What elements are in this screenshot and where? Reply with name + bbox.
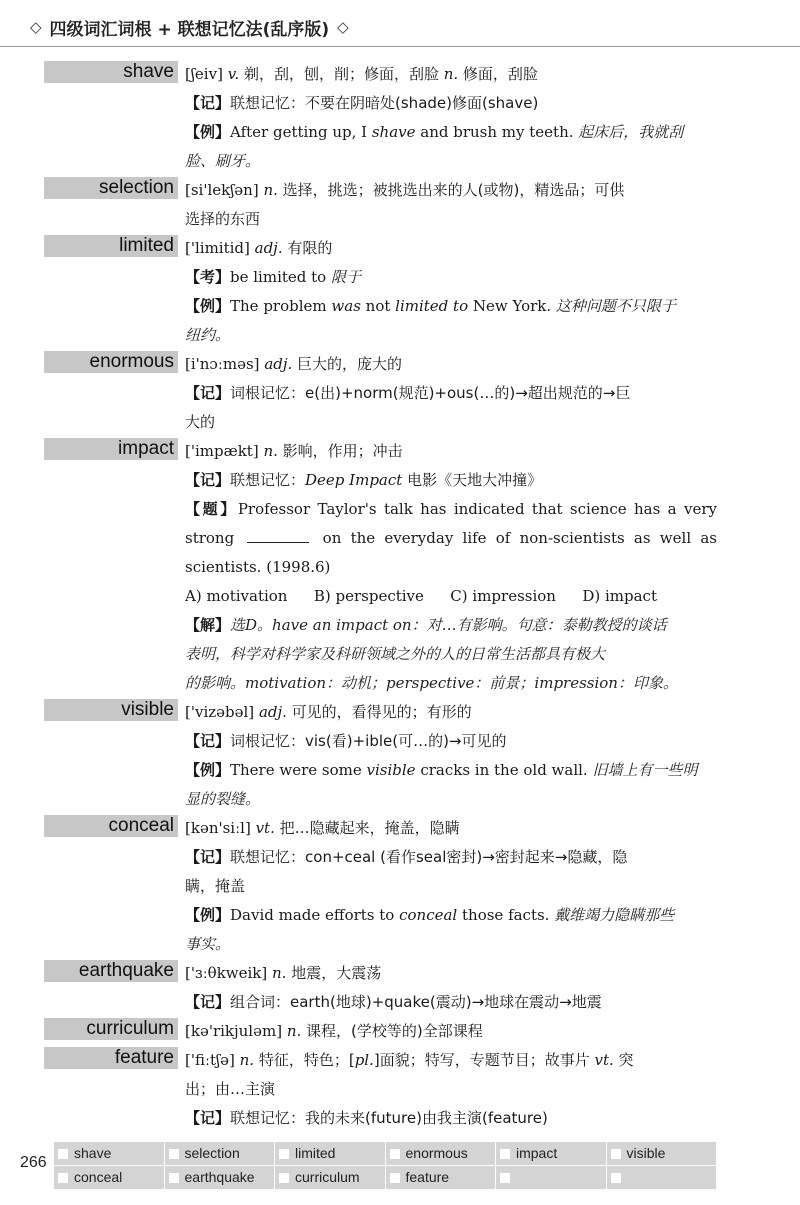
entry-line (185, 205, 717, 234)
text-segment: ['impækt] (185, 442, 264, 460)
entry-earthquake (0, 959, 800, 1017)
entry-line (185, 1046, 717, 1075)
text-segment: 这种问题不只限于 (555, 297, 676, 315)
text-segment: 词根记忆：e(出)+norm(规范)+ous(…的)→超出规范的→巨 (230, 384, 631, 402)
checkbox-square (390, 1149, 400, 1159)
entry-line (185, 437, 717, 466)
entry-line (185, 901, 717, 930)
entry-content (185, 176, 717, 234)
vocabulary-entries (0, 60, 800, 1133)
index-word: selection (184, 1145, 240, 1161)
text-segment: 有限的 (287, 239, 333, 257)
entry-line (185, 60, 717, 89)
section-tag: 【记】 (185, 471, 231, 489)
entry-line (185, 756, 717, 785)
entry-content (185, 234, 717, 350)
checkbox-square (279, 1149, 289, 1159)
entry-content (185, 959, 717, 1017)
headword-column (0, 959, 185, 982)
text-segment: 选择的东西 (185, 210, 261, 228)
text-segment: strong (185, 529, 244, 547)
text-segment: 大的 (185, 413, 216, 431)
text-segment: [i'nɔːməs] (185, 355, 265, 373)
entry-impact (0, 437, 800, 698)
headword-column (0, 437, 185, 460)
text-segment: visible (366, 761, 416, 779)
text-segment: n. (272, 964, 292, 982)
text-segment: New York. (468, 297, 556, 315)
text-segment: 纽约。 (185, 326, 231, 344)
text-segment: ['fiːtʃə] (185, 1051, 240, 1069)
section-tag: 【记】 (185, 94, 231, 112)
section-tag: 【题】 (185, 500, 238, 518)
text-segment: 可见的，看得见的；有形的 (291, 703, 472, 721)
text-segment: B) perspective (313, 587, 424, 605)
entry-line (185, 1104, 717, 1133)
headword-column (0, 698, 185, 721)
page-header (30, 12, 349, 42)
text-segment: vt. (594, 1051, 619, 1069)
index-word: feature (405, 1169, 450, 1185)
checkbox-square (390, 1173, 400, 1183)
entry-content (185, 814, 717, 959)
index-cell (275, 1166, 385, 1189)
text-segment: 电影《天地大冲撞》 (402, 471, 543, 489)
entry-line (185, 466, 717, 495)
headword: earthquake (44, 960, 178, 982)
text-segment: 瞒，掩盖 (185, 877, 246, 895)
index-cell (386, 1142, 496, 1165)
headword-column (0, 1046, 185, 1069)
text-segment: 把…隐藏起来，掩盖，隐瞒 (279, 819, 460, 837)
entry-line (185, 118, 717, 147)
text-segment: D) impact (582, 587, 657, 605)
text-segment: 的影响。motivation：动机；perspective：前景；impression：印象。 (185, 674, 678, 692)
index-word: curriculum (295, 1169, 360, 1185)
diamond-icon: ◇ (337, 18, 349, 36)
index-word: visible (626, 1145, 666, 1161)
text-segment: 脸、刷牙。 (185, 152, 261, 170)
text-segment: ['vizəbəl] (185, 703, 259, 721)
index-cell (607, 1142, 717, 1165)
section-tag: 【解】 (185, 616, 231, 634)
headword: limited (44, 235, 178, 257)
index-word: limited (295, 1145, 336, 1161)
entry-selection (0, 176, 800, 234)
headword: visible (44, 699, 178, 721)
headword-column (0, 1017, 185, 1040)
text-segment: [ʃeiv] (185, 65, 228, 83)
text-segment: those facts. (457, 906, 555, 924)
section-tag: 【例】 (185, 761, 231, 779)
text-segment: limited to (395, 297, 469, 315)
entry-line (185, 988, 717, 1017)
text-segment: The problem (230, 297, 332, 315)
entry-line (185, 872, 717, 901)
entry-line (185, 263, 717, 292)
text-segment: C) impression (450, 587, 556, 605)
text-segment: vt. (255, 819, 280, 837)
text-segment: 课程，(学校等的)全部课程 (306, 1022, 483, 1040)
section-tag: 【例】 (185, 123, 231, 141)
diamond-icon: ◇ (30, 18, 42, 36)
checkbox-square (58, 1149, 68, 1159)
text-segment: A) motivation (185, 587, 288, 605)
text-segment: 旧墙上有一些明 (592, 761, 698, 779)
entry-line (185, 611, 717, 640)
entry-line (185, 553, 717, 582)
text-segment: n. (286, 1022, 307, 1040)
text-segment: be limited to (230, 268, 331, 286)
entry-line (185, 843, 717, 872)
text-segment: 地震，大震荡 (291, 964, 382, 982)
text-segment: David made efforts to (230, 906, 400, 924)
checkbox-square (500, 1173, 510, 1183)
text-segment: n. (263, 181, 283, 199)
text-segment: [kə'rikjuləm] (185, 1022, 287, 1040)
entry-line (185, 785, 717, 814)
entry-line (185, 292, 717, 321)
headword: enormous (44, 351, 178, 373)
entry-curriculum (0, 1017, 800, 1046)
text-segment: 表明，科学对科学家及科研领域之外的人的日常生活都具有极大 (185, 645, 606, 663)
headword-column (0, 350, 185, 373)
entry-line (185, 147, 717, 176)
entry-line (185, 524, 717, 553)
checkbox-square (58, 1173, 68, 1183)
entry-line (185, 321, 717, 350)
section-tag: 【记】 (185, 1109, 231, 1127)
text-segment: [kən'siːl] (185, 819, 256, 837)
text-segment: [si'lekʃən] (185, 181, 264, 199)
answer-blank (247, 528, 309, 543)
headword: curriculum (44, 1018, 178, 1040)
text-segment: 词根记忆：vis(看)+ible(可…的)→可见的 (230, 732, 507, 750)
text-segment: ['limitid] (185, 239, 255, 257)
index-cell (496, 1142, 606, 1165)
text-segment: ]面貌；特写，专题节目；故事片 (373, 1051, 595, 1069)
text-segment: 组合词：earth(地球)+quake(震动)→地球在震动→地震 (230, 993, 602, 1011)
text-segment: 特征，特色；[ (258, 1051, 355, 1069)
text-segment: v. (227, 65, 244, 83)
entry-line (185, 408, 717, 437)
text-segment: There were some (230, 761, 367, 779)
entry-enormous (0, 350, 800, 437)
headword: impact (44, 438, 178, 460)
checkbox-square (169, 1173, 179, 1183)
text-segment: 突 (618, 1051, 634, 1069)
index-word: impact (516, 1145, 558, 1161)
section-tag: 【考】 (185, 268, 231, 286)
entry-content (185, 350, 717, 437)
entry-line (185, 727, 717, 756)
text-segment: 选择，挑选；被挑选出来的人(或物)，精选品；可供 (282, 181, 625, 199)
page-number: 266 (20, 1154, 47, 1171)
entry-line (185, 495, 717, 524)
text-segment: shave (371, 123, 416, 141)
text-segment: 修面，刮脸 (462, 65, 538, 83)
text-segment: 显的裂缝。 (185, 790, 261, 808)
index-cell (54, 1166, 164, 1189)
text-segment: n. (263, 442, 283, 460)
entry-content (185, 698, 717, 814)
text-segment: cracks in the old wall. (415, 761, 593, 779)
text-segment: conceal (399, 906, 458, 924)
section-tag: 【例】 (185, 297, 231, 315)
text-segment: adj. (254, 239, 288, 257)
text-segment: scientists. (1998.6) (185, 558, 331, 576)
text-segment: 影响，作用；冲击 (282, 442, 403, 460)
entry-line (185, 89, 717, 118)
word-index-grid (54, 1142, 716, 1189)
index-word: enormous (405, 1145, 468, 1161)
entry-visible (0, 698, 800, 814)
text-segment: on the everyday life of non-scientists as well as (313, 529, 717, 547)
headword: conceal (44, 815, 178, 837)
entry-line (185, 814, 717, 843)
entry-line (185, 640, 717, 669)
index-cell (386, 1166, 496, 1189)
headword-column (0, 60, 185, 83)
index-word: earthquake (184, 1169, 255, 1185)
entry-line (185, 176, 717, 205)
text-segment: ['ɜːθkweik] (185, 964, 273, 982)
text-segment: and brush my teeth. (415, 123, 579, 141)
entry-line (185, 582, 717, 611)
text-segment: pl. (354, 1051, 374, 1069)
checkbox-square (611, 1149, 621, 1159)
book-title: 四级词汇词根 + 联想记忆法(乱序版) (49, 19, 330, 40)
entry-line (185, 669, 717, 698)
entry-line (185, 1017, 717, 1046)
entry-line (185, 350, 717, 379)
index-cell (165, 1142, 275, 1165)
text-segment: 事实。 (185, 935, 231, 953)
text-segment: 联想记忆：con+ceal (看作seal密封)→密封起来→隐藏，隐 (230, 848, 628, 866)
text-segment: 起床后，我就刮 (578, 123, 684, 141)
entry-content (185, 1046, 717, 1133)
text-segment: n. (443, 65, 463, 83)
entry-feature (0, 1046, 800, 1133)
header-divider (0, 46, 800, 47)
entry-limited (0, 234, 800, 350)
text-segment: 剃，刮，刨，削；修面，刮脸 (243, 65, 444, 83)
text-segment: 出；由…主演 (185, 1080, 276, 1098)
index-cell (496, 1166, 606, 1189)
text-segment: adj. (264, 355, 298, 373)
entry-line (185, 234, 717, 263)
index-cell (607, 1166, 717, 1189)
text-segment: Professor Taylor's talk has indicated that science has a very (237, 500, 717, 518)
text-segment: 巨大的，庞大的 (297, 355, 403, 373)
text-segment: was (331, 297, 361, 315)
entry-line (185, 1075, 717, 1104)
headword: shave (44, 61, 178, 83)
section-tag: 【记】 (185, 732, 231, 750)
headword: selection (44, 177, 178, 199)
text-segment: adj. (258, 703, 292, 721)
entry-line (185, 698, 717, 727)
text-segment: 限于 (330, 268, 361, 286)
checkbox-square (279, 1173, 289, 1183)
section-tag: 【记】 (185, 848, 231, 866)
text-segment: Deep Impact (305, 471, 403, 489)
text-segment: 联想记忆：不要在阴暗处(shade)修面(shave) (230, 94, 539, 112)
text-segment: 联想记忆：我的未来(future)由我主演(feature) (230, 1109, 548, 1127)
index-word: shave (74, 1145, 112, 1161)
text-segment: not (360, 297, 396, 315)
text-segment: 戴维竭力隐瞒那些 (554, 906, 675, 924)
headword: feature (44, 1047, 178, 1069)
headword-column (0, 814, 185, 837)
headword-column (0, 234, 185, 257)
text-segment: n. (239, 1051, 259, 1069)
entry-shave (0, 60, 800, 176)
entry-line (185, 959, 717, 988)
section-tag: 【例】 (185, 906, 231, 924)
checkbox-square (611, 1173, 621, 1183)
checkbox-square (500, 1149, 510, 1159)
index-word: conceal (74, 1169, 123, 1185)
text-segment: 选D。have an impact on：对…有影响。句意：泰勒教授的谈话 (230, 616, 667, 634)
entry-line (185, 379, 717, 408)
index-cell (165, 1166, 275, 1189)
headword-column (0, 176, 185, 199)
section-tag: 【记】 (185, 384, 231, 402)
entry-conceal (0, 814, 800, 959)
section-tag: 【记】 (185, 993, 231, 1011)
entry-content (185, 1017, 717, 1046)
entry-content (185, 437, 717, 698)
checkbox-square (169, 1149, 179, 1159)
index-cell (54, 1142, 164, 1165)
text-segment: After getting up, I (230, 123, 372, 141)
entry-line (185, 930, 717, 959)
entry-content (185, 60, 717, 176)
index-cell (275, 1142, 385, 1165)
text-segment: 联想记忆： (230, 471, 306, 489)
